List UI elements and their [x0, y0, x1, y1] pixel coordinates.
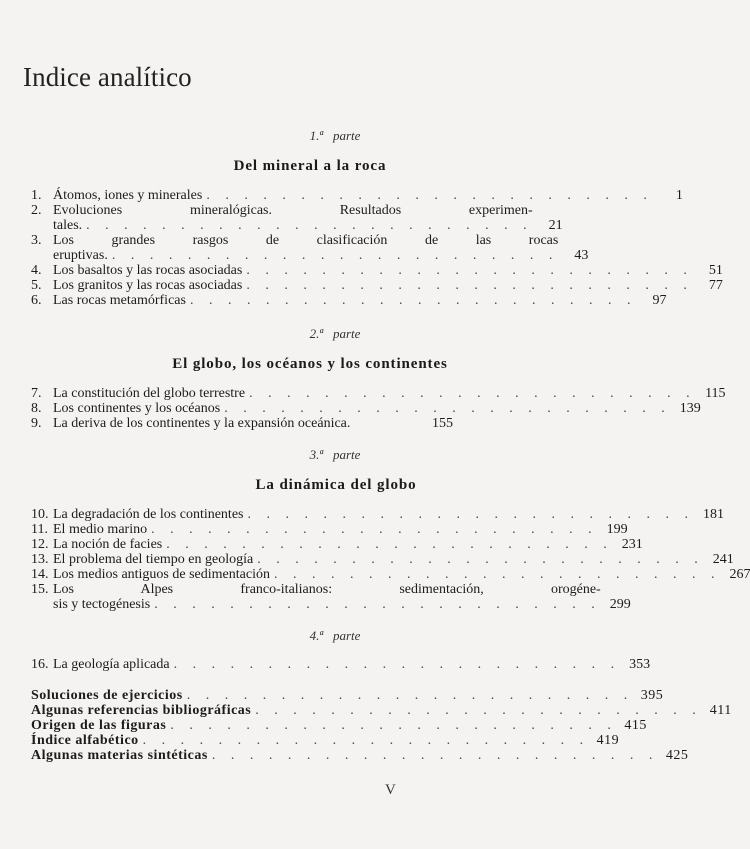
appendix-title: Origen de las figuras [31, 718, 167, 733]
entry-leader: . . . . . . . . . . . . . . . . . . . . . . . . [189, 293, 637, 308]
entry-leader: . . . . . . . . . . . . . . . . . . . . . . . . [211, 748, 659, 763]
part-1-word: parte [332, 128, 361, 143]
entry-title-line-1: Los Alpes franco-italianos: sedimentación, orogéne- [53, 582, 601, 597]
entry-title-line-2: tales. [53, 218, 83, 233]
entry-page: 43 [574, 248, 589, 263]
part-4-number: 4.ª [309, 628, 323, 643]
appendix-page: 425 [665, 748, 689, 763]
appendix-entries [31, 688, 732, 763]
entry-title: La noción de facies [53, 537, 163, 552]
part-3-number: 3.ª [309, 447, 323, 462]
entry-leader: . . . . . . . . . . . . . . . . . . . . . . . . [206, 188, 653, 203]
part-4-label [0, 628, 600, 644]
entry-number: 16. [31, 657, 49, 672]
part-1-title: Del mineral a la roca [233, 158, 387, 174]
appendix-page: 419 [596, 733, 620, 748]
entry-number: 14. [31, 567, 49, 582]
toc-entry-10[interactable] [31, 507, 724, 522]
part-2-number: 2.ª [309, 326, 323, 341]
appendix-title: Índice alfabético [31, 733, 139, 748]
toc-entry-11[interactable] [31, 522, 628, 537]
entry-number: 11. [31, 522, 48, 537]
entry-leader: . . . . . . . . . . . . . . . . . . . . . . . . [257, 552, 704, 567]
part-3-title: La dinámica del globo [255, 477, 417, 493]
entry-page: 115 [705, 386, 726, 401]
entry-title: Átomos, iones y minerales [53, 188, 203, 203]
entry-page: 139 [679, 401, 701, 416]
entry-page: 21 [548, 218, 563, 233]
entry-number: 15. [31, 582, 49, 597]
entry-title: La deriva de los continentes y la expansión oceánica. [53, 416, 351, 431]
entry-title-line-1: Evoluciones mineralógicas. Resultados experimen- [53, 203, 533, 218]
entry-leader: . . . . . . . . . . . . . . . . . . . . . . . . [249, 386, 696, 401]
entry-title: Los continentes y los océanos [53, 401, 221, 416]
toc-entry-3[interactable] [31, 233, 589, 263]
appendix-title: Algunas materias sintéticas [31, 748, 208, 763]
appendix-page: 415 [624, 718, 647, 733]
entry-leader: . . . . . . . . . . . . . . . . . . . . . . . . [173, 657, 621, 672]
entry-page: 267 [729, 567, 750, 582]
appendix-page: 395 [640, 688, 664, 703]
entry-leader: . . . . . . . . . . . . . . . . . . . . . . . . [154, 597, 601, 612]
entry-title: El problema del tiempo en geología [53, 552, 254, 567]
toc-entry-7[interactable] [31, 386, 726, 401]
entry-page: 241 [712, 552, 734, 567]
entry-page: 353 [629, 657, 651, 672]
entry-page: 155 [432, 416, 453, 431]
toc-entry-13[interactable] [31, 552, 734, 567]
entry-page: 1 [675, 188, 683, 203]
entry-leader: . . . . . . . . . . . . . . . . . . . . . . . . [111, 248, 559, 263]
toc-entry-4[interactable] [31, 263, 723, 278]
entry-page: 199 [606, 522, 628, 537]
toc-appendix-3[interactable] [31, 718, 647, 733]
entry-title-line-2: sis y tectogénesis [53, 597, 151, 612]
part-2-label [0, 326, 600, 342]
entry-title: Las rocas metamórficas [53, 293, 186, 308]
toc-appendix-2[interactable] [31, 703, 732, 718]
entry-leader: . . . . . . . . . . . . . . . . . . . . . . . . [273, 567, 721, 582]
entry-number: 4. [31, 263, 42, 278]
toc-entry-2[interactable] [31, 203, 563, 233]
part-2-entries [31, 386, 726, 431]
entry-number: 5. [31, 278, 42, 293]
part-3-entries [31, 507, 750, 612]
page-folio: V [385, 782, 396, 798]
toc-appendix-4[interactable] [31, 733, 620, 748]
entry-title: La degradación de los continentes [53, 507, 244, 522]
entry-leader: . . . . . . . . . . . . . . . . . . . . . . . . [166, 537, 613, 552]
appendix-page: 411 [709, 703, 732, 718]
part-3-word: parte [332, 447, 361, 462]
part-3-label [0, 447, 600, 463]
entry-title-line-2: eruptivas. [53, 248, 108, 263]
toc-entry-8[interactable] [31, 401, 701, 416]
entry-title: Los medios antiguos de sedimentación [53, 567, 270, 582]
entry-number: 2. [31, 203, 42, 218]
entry-leader: . . . . . . . . . . . . . . . . . . . . . . . . [224, 401, 671, 416]
entry-page: 181 [702, 507, 724, 522]
entry-page: 299 [609, 597, 631, 612]
entry-leader: . . . . . . . . . . . . . . . . . . . . . . . . [186, 688, 634, 703]
toc-appendix-5[interactable] [31, 748, 689, 763]
entry-number: 13. [31, 552, 49, 567]
entry-page: 231 [621, 537, 643, 552]
entry-number: 7. [31, 386, 42, 401]
part-1-label [0, 128, 600, 144]
entry-number: 3. [31, 233, 42, 248]
page-title: Indice analítico [23, 62, 192, 92]
entry-leader: . . . . . . . . . . . . . . . . . . . . . . . . [142, 733, 590, 748]
entry-leader: . . . . . . . . . . . . . . . . . . . . . . . . [246, 278, 693, 293]
toc-entry-14[interactable] [31, 567, 750, 582]
entry-title: Los granitos y las rocas asociadas [53, 278, 243, 293]
part-4-entries [31, 657, 651, 672]
entry-title: El medio marino [53, 522, 148, 537]
entry-leader: . . . . . . . . . . . . . . . . . . . . . . . . [247, 507, 694, 522]
entry-leader: . . . . . . . . . . . . . . . . . . . . . . . . [151, 522, 598, 537]
toc-entry-12[interactable] [31, 537, 643, 552]
entry-title: La constitución del globo terrestre [53, 386, 246, 401]
entry-page: 97 [652, 293, 667, 308]
toc-entry-15[interactable] [31, 582, 631, 612]
entry-number: 9. [31, 416, 42, 431]
entry-number: 6. [31, 293, 42, 308]
part-4-word: parte [332, 628, 361, 643]
entry-number: 1. [31, 188, 42, 203]
entry-title: La geología aplicada [53, 657, 170, 672]
toc-entry-6[interactable] [31, 293, 667, 308]
toc-entry-5[interactable] [31, 278, 723, 293]
part-1-entries [31, 188, 723, 308]
entry-number: 10. [31, 507, 49, 522]
entry-title: Los basaltos y las rocas asociadas [53, 263, 243, 278]
entry-number: 12. [31, 537, 49, 552]
entry-page: 77 [708, 278, 723, 293]
part-1-number: 1.ª [309, 128, 323, 143]
part-2-title: El globo, los océanos y los continentes [172, 356, 448, 372]
entry-title-line-1: Los grandes rasgos de clasificación de las rocas [53, 233, 559, 248]
entry-number: 8. [31, 401, 42, 416]
entry-leader: . . . . . . . . . . . . . . . . . . . . . . . . [246, 263, 693, 278]
entry-page: 51 [708, 263, 723, 278]
entry-leader: . . . . . . . . . . . . . . . . . . . . . . . . [170, 718, 617, 733]
toc-entry-1[interactable] [31, 188, 683, 203]
toc-entry-9[interactable] [31, 416, 453, 431]
toc-entry-16[interactable] [31, 657, 651, 672]
part-2-word: parte [332, 326, 361, 341]
toc-appendix-1[interactable] [31, 688, 664, 703]
entry-leader: . . . . . . . . . . . . . . . . . . . . . . . . [86, 218, 533, 233]
appendix-title: Soluciones de ejercicios [31, 688, 183, 703]
appendix-title: Algunas referencias bibliográficas [31, 703, 252, 718]
entry-leader: . . . . . . . . . . . . . . . . . . . . . . . . [255, 703, 702, 718]
